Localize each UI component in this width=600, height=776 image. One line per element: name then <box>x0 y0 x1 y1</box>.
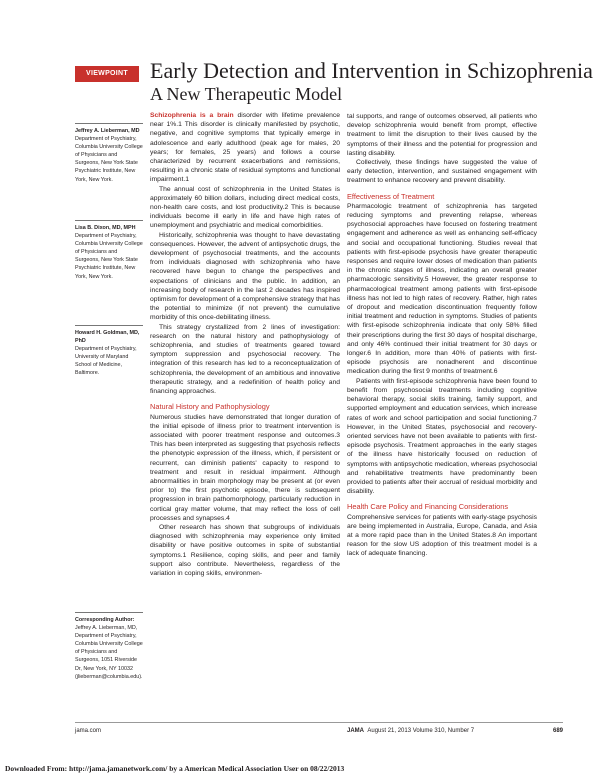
paragraph: This strategy crystallized from 2 lines of investigation: research on the natural history and pathophysiology of schizophrenia, and studies of treatments geared toward symptom suppression and psychosocial recovery. The integration of this research has led to a reconceptualization of schizophrenia, the development of an ambitious and innovative therapeutic strategy, and a redefinition of health policy and financing approaches. <box>150 323 340 396</box>
paragraph: The annual cost of schizophrenia in the United States is approximately 60 billion dollars, including direct medical costs, non-health care costs, and lost productivity.2 This is because individuals become ill early in life and have high rates of unemployment and psychiatric and medical comorbidities. <box>150 185 340 230</box>
paragraph: tal supports, and range of outcomes observed, all patients who develop schizophrenia would benefit from prompt, effective treatment to limit the disruption to their lives caused by the symptoms of their illness and the potential for progression and lasting disability. <box>347 113 537 157</box>
author-name: Jeffrey A. Lieberman, MD <box>75 128 140 134</box>
paragraph: Historically, schizophrenia was thought to have devastating consequences. However, the advent of antipsychotic drugs, the development of psychosocial treatments, and the accounts from individuals diagnosed with schizophrenia who have recovered have begun to change the perspectives and expectations of clinicians and the public. In addition, an increasing body of research in the last 2 decades has inspired optimism for development of a comprehensive strategy that has the potential to minimize (if not prevent) the cumulative morbidity of this once-debilitating illness. <box>150 231 340 322</box>
paragraph: Pharmacologic treatment of schizophrenia has targeted reducing symptoms and preventing relapse, whereas psychosocial approaches have focused on fostering treatment engagement and adherence as well as enhancing self-efficacy and social and occupational functioning. Studies reveal that patients with first-episode psychosis have greater therapeutic responses and require lower doses of medication than patients in the chronic stages of illness, indicating an overall greater pharmacologic sensitivity.5 However, the greater response to pharmacological treatment among patients with first-episode illness has not led to high rates of recovery. Rather, high rates of dropout and medication discontinuation frequently follow initial treatment and reduction in symptoms. Studies of patients with first-episode schizophrenia indicate that only 58% filled their prescriptions during the first 30 days of hospital discharge, and only 46% continued their initial treatment for 30 days or longer.6 In addition, more than 40% of patients with first-episode psychosis are nonadherent and discontinue medication during the first 9 months of treatment.6 <box>347 202 537 376</box>
paragraph: Comprehensive services for patients with early-stage psychosis are being implemented in Australia, Europe, Canada, and Asia at a more rapid pace than in the United States.8 An important reason for the slow US adoption of this treatment model is a lack of adequate financing. <box>347 513 537 558</box>
author-block-3 <box>75 325 143 378</box>
lead-in: Schizophrenia is a brain <box>150 112 234 119</box>
article-subtitle: A New Therapeutic Model <box>150 84 343 104</box>
paragraph: Patients with first-episode schizophrenia have been found to benefit from psychosocial treatments including cognitive behavioral therapy, social skills training, family support, and supported employment and education services, which increase rates of work and school participation and social functioning.7 However, in the United States, psychosocial and recovery-oriented services have not been available to patients with first-episode psychosis. Treatment approaches in the early stages of the illness have historically focused on reduction of symptoms with antipsychotic medication, whereas psychosocial and rehabilitative treatments have predominantly been provided to patients after their accrual of residual morbidity and disability. <box>347 377 537 496</box>
issue-info: August 21, 2013 Volume 310, Number 7 <box>367 728 475 734</box>
column-1 <box>150 111 340 578</box>
corresponding-text: Jeffrey A. Lieberman, MD, Department of Psychiatry, Columbia University College of Physicians and Surgeons, 1051 Riverside Dr, New York, NY 10032 (jlieberman@columbia.edu). <box>75 625 143 680</box>
section-heading: Natural History and Pathophysiology <box>150 402 270 412</box>
author-affiliation: Department of Psychiatry, Columbia University College of Physicians and Surgeons, New York State Psychiatric Institute, New York, New York. <box>75 136 143 183</box>
column-2 <box>347 112 537 559</box>
download-notice: Downloaded From: http://jama.jamanetwork.com/ by a American Medical Association User on 08/22/2013 <box>5 764 345 773</box>
page-number: 689 <box>552 728 563 734</box>
corresponding-author <box>75 612 143 681</box>
paragraph: Numerous studies have demonstrated that longer duration of the initial episode of illness prior to treatment intervention is associated with poorer treatment response and outcomes.3 This has been interpreted as suggesting that psychosis reflects the phenotypic expression of the illness, which, if persistent or recurrent, can diminish patients' capacity to respond to treatment and result in residual impairment. Although abnormalities in brain morphology may be present at (or even prior to) the first psychotic episode, there is subsequent progression in brain pathomorphology, particularly reduction in cortical gray matter volume, that may reflect the loss of cell processes and synapses.4 <box>150 413 340 522</box>
paragraph: Other research has shown that subgroups of individuals diagnosed with schizophrenia may experience only limited disability or have positive outcomes in spite of substantial symptoms.1 Resilience, coping skills, and peer and family support also contribute. Nevertheless, regardless of the variation in coping skills, environmen- <box>150 523 340 577</box>
author-affiliation: Department of Psychiatry, Columbia University College of Physicians and Surgeons, New York State Psychiatric Institute, New York, New York. <box>75 233 143 280</box>
footer-citation <box>347 728 563 734</box>
section-heading: Effectiveness of Treatment <box>347 191 435 201</box>
corresponding-label: Corresponding Author: <box>75 617 135 623</box>
paragraph: Collectively, these findings have suggested the value of early detection, intervention, and sustained engagement with treatment to enhance recovery and prevent disability. <box>347 159 537 185</box>
journal-name: JAMA <box>347 728 365 734</box>
article-title: Early Detection and Intervention in Schizophrenia <box>150 58 593 83</box>
footer-site[interactable]: jama.com <box>75 728 102 734</box>
section-heading: Health Care Policy and Financing Considerations <box>347 502 509 512</box>
author-name: Howard H. Goldman, MD, PhD <box>75 330 140 345</box>
author-block-1 <box>75 123 143 184</box>
viewpoint-badge: VIEWPOINT <box>75 66 139 82</box>
author-block-2 <box>75 220 143 281</box>
author-affiliation: Department of Psychiatry, University of Maryland School of Medicine, Baltimore. <box>75 346 137 377</box>
author-name: Lisa B. Dixon, MD, MPH <box>75 225 136 231</box>
footer-rule <box>75 722 563 723</box>
paragraph: disorder with lifetime prevalence near 1%.1 This disorder is clinically manifested by psychotic, negative, and cognitive symptoms that typically emerge in adolescence and early adulthood (peak age for males, 20 years; for females, 25 years) and follows a course characterized by recurrent exacerbations and remissions, resulting in a chronic state of residual symptoms and functional impairment.1 <box>150 112 340 184</box>
